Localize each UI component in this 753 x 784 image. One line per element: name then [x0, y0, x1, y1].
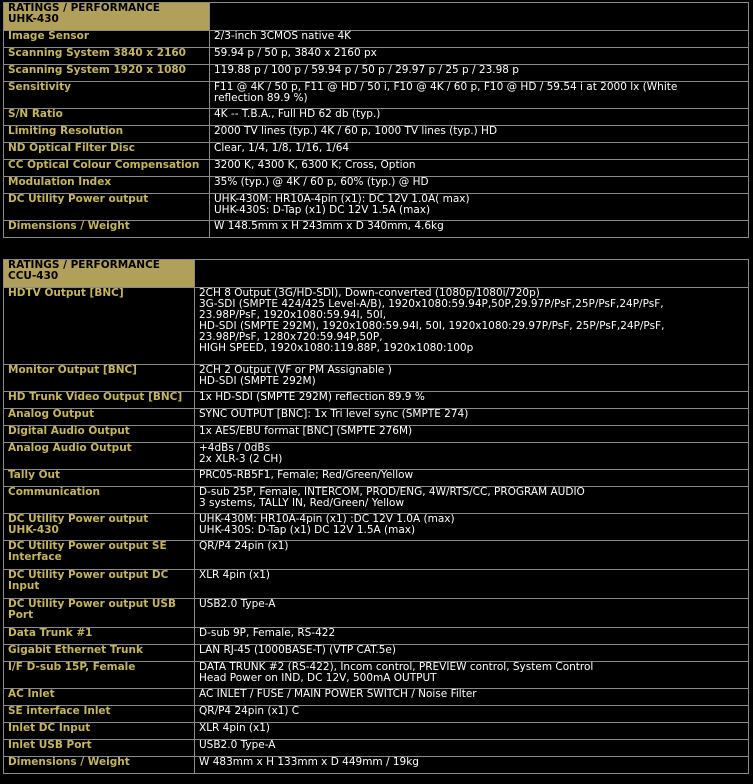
- table-row: [4, 470, 749, 487]
- table-row: [4, 392, 749, 409]
- spec-label-line: Scanning System 1920 x 1080: [8, 64, 186, 76]
- spec-label-line: Scanning System 3840 x 2160: [8, 47, 186, 59]
- header-line: UHK-430: [8, 13, 59, 25]
- table-row: [4, 514, 749, 541]
- spec-value: [195, 723, 749, 740]
- spec-value: [210, 48, 749, 65]
- spec-value: [210, 126, 749, 143]
- spec-value-line: 4K -- T.B.A., Full HD 62 db (typ.): [214, 108, 381, 120]
- spec-value: [210, 143, 749, 160]
- spec-value-line: 59.94 p / 50 p, 3840 x 2160 px: [214, 47, 377, 59]
- spec-value-line: QR/P4 24pin (x1) C: [199, 705, 300, 717]
- spec-label: [4, 645, 195, 662]
- spec-label-line: Modulation Index: [8, 176, 112, 188]
- spec-label-line: Dimensions / Weight: [8, 756, 130, 768]
- spec-label-line: Port: [8, 609, 34, 621]
- spec-label: [4, 126, 210, 143]
- spec-label-line: Digital Audio Output: [8, 425, 130, 437]
- spec-label-line: DC Utility Power output USB: [8, 598, 176, 610]
- spec-value-line: USB2.0 Type-A: [199, 598, 276, 610]
- spec-value: [195, 288, 749, 365]
- spec-label: [4, 706, 195, 723]
- spec-value: [195, 628, 749, 645]
- spec-label: [4, 443, 195, 470]
- spec-value-line: 2CH 2 Output (VF or PM Assignable ): [199, 364, 392, 376]
- spec-label-line: Inlet USB Port: [8, 739, 92, 751]
- spec-value-line: SYNC OUTPUT [BNC]: 1x Tri level sync (SMPTE 274): [199, 408, 469, 420]
- spec-label: [4, 177, 210, 194]
- spec-value-line: HIGH SPEED, 1920x1080:119.88P, 1920x1080:100p: [199, 342, 474, 354]
- spec-label-line: UHK-430: [8, 524, 59, 536]
- spec-label-line: DC Utility Power output: [8, 513, 149, 525]
- spec-value-line: 119.88 p / 100 p / 59.94 p / 50 p / 29.97 p / 25 p / 23.98 p: [214, 64, 519, 76]
- spec-value: [195, 570, 749, 599]
- spec-label: [4, 82, 210, 109]
- spec-label-line: Gigabit Ethernet Trunk: [8, 644, 143, 656]
- table-row: [4, 662, 749, 689]
- uhk-430-header-blank: [210, 3, 749, 31]
- spec-value-line: USB2.0 Type-A: [199, 739, 276, 751]
- table-row: [4, 757, 749, 774]
- spec-value: [195, 689, 749, 706]
- spec-label-line: Dimensions / Weight: [8, 220, 130, 232]
- spec-label: [4, 599, 195, 628]
- spec-value-line: UHK-430M: HR10A-4pin (x1): DC 12V 1.0A( max): [214, 193, 470, 205]
- spec-value-line: reflection 89.9 %): [214, 92, 308, 104]
- spec-value: [195, 487, 749, 514]
- spec-label-line: Input: [8, 580, 40, 592]
- spec-label: [4, 628, 195, 645]
- spec-label-line: Analog Audio Output: [8, 442, 132, 454]
- spec-label-line: ND Optical Filter Disc: [8, 142, 135, 154]
- ccu-430-header-row: [4, 260, 749, 288]
- spec-value-line: PRC05-RB5F1, Female; Red/Green/Yellow: [199, 469, 414, 481]
- table-row: [4, 645, 749, 662]
- uhk-430-spec-table: [3, 2, 749, 238]
- spec-value: [210, 65, 749, 82]
- spec-value: [195, 443, 749, 470]
- spec-value-line: 2/3-inch 3CMOS native 4K: [214, 30, 352, 42]
- spec-value: [195, 514, 749, 541]
- spec-value-line: F11 @ 4K / 50 p, F11 @ HD / 50 i, F10 @ 4K / 60 p, F10 @ HD / 59.54 i at 2000 lx (White: [214, 81, 678, 93]
- spec-value-line: 2CH 8 Output (3G/HD-SDI), Down-converted (1080p/1080i/720p): [199, 287, 540, 299]
- spec-value: [195, 740, 749, 757]
- spec-value: [195, 706, 749, 723]
- spec-value: [195, 426, 749, 443]
- spec-label-line: HDTV Output [BNC]: [8, 287, 124, 299]
- spec-value-line: W 148.5mm x H 243mm x D 340mm, 4.6kg: [214, 220, 444, 232]
- spec-label-line: AC Inlet: [8, 688, 55, 700]
- spec-label: [4, 409, 195, 426]
- spec-value-line: 1x HD-SDI (SMPTE 292M) reflection 89.9 %: [199, 391, 425, 403]
- spec-label: [4, 65, 210, 82]
- table-row: [4, 31, 749, 48]
- table-row: [4, 628, 749, 645]
- spec-label: [4, 48, 210, 65]
- ccu-430-header-blank: [195, 260, 749, 288]
- spec-label: [4, 514, 195, 541]
- table-row: [4, 689, 749, 706]
- spec-value-line: +4dBs / 0dBs: [199, 442, 271, 454]
- spec-value-line: 35% (typ.) @ 4K / 60 p, 60% (typ.) @ HD: [214, 176, 429, 188]
- table-row: [4, 288, 749, 365]
- spec-value: [195, 757, 749, 774]
- table-row: [4, 570, 749, 599]
- spec-value-line: 3 systems, TALLY IN, Red/Green/ Yellow: [199, 497, 405, 509]
- spec-label-line: I/F D-sub 15P, Female: [8, 661, 136, 673]
- header-line: CCU-430: [8, 270, 59, 282]
- spec-label: [4, 570, 195, 599]
- spec-label-line: Image Sensor: [8, 30, 90, 42]
- table-row: [4, 723, 749, 740]
- spec-label: [4, 757, 195, 774]
- spec-value: [210, 31, 749, 48]
- spec-label: [4, 109, 210, 126]
- spec-value-line: UHK-430S: D-Tap (x1) DC 12V 1.5A (max): [214, 204, 431, 216]
- table-row: [4, 143, 749, 160]
- table-row: [4, 409, 749, 426]
- spec-label-line: DC Utility Power output: [8, 193, 149, 205]
- table-row: [4, 541, 749, 570]
- spec-label: [4, 160, 210, 177]
- table-row: [4, 194, 749, 221]
- spec-label: [4, 194, 210, 221]
- spec-value-line: DATA TRUNK #2 (RS-422), Incom control, PREVIEW control, System Control: [199, 661, 594, 673]
- spec-label-line: DC Utility Power output SE: [8, 540, 167, 552]
- spec-label-line: S/N Ratio: [8, 108, 63, 120]
- header-line: RATINGS / PERFORMANCE: [8, 259, 160, 271]
- spec-label-line: Tally Out: [8, 469, 61, 481]
- table-row: [4, 221, 749, 238]
- spec-label: [4, 689, 195, 706]
- header-line: RATINGS / PERFORMANCE: [8, 2, 160, 14]
- spec-label-line: Communication: [8, 486, 100, 498]
- spec-value-line: QR/P4 24pin (x1): [199, 540, 289, 552]
- spec-value-line: 2x XLR-3 (2 CH): [199, 453, 283, 465]
- spec-label-line: Sensitivity: [8, 81, 71, 93]
- spec-label: [4, 221, 210, 238]
- spec-value-line: 3200 K, 4300 K, 6300 K; Cross, Option: [214, 159, 416, 171]
- ccu-430-spec-table: [3, 259, 749, 774]
- spec-value-line: W 483mm x H 133mm x D 449mm / 19kg: [199, 756, 419, 768]
- spec-value-line: 2000 TV lines (typ.) 4K / 60 p, 1000 TV lines (typ.) HD: [214, 125, 498, 137]
- spec-value-line: HD-SDI (SMPTE 292M), 1920x1080:59.94I, 50I, 1920x1080:29.97P/PsF, 25P/PsF,24P/PsF,: [199, 320, 665, 332]
- spec-label-line: HD Trunk Video Output [BNC]: [8, 391, 183, 403]
- spec-value-line: LAN RJ-45 (1000BASE-T) (VTP CAT.5e): [199, 644, 396, 656]
- spec-value-line: D-sub 25P, Female, INTERCOM, PROD/ENG, 4W/RTS/CC, PROGRAM AUDIO: [199, 486, 585, 498]
- spec-value-line: 1x AES/EBU format [BNC] (SMPTE 276M): [199, 425, 413, 437]
- spec-label-line: CC Optical Colour Compensation: [8, 159, 200, 171]
- spec-label: [4, 365, 195, 392]
- spec-value-line: UHK-430S: D-Tap (x1) DC 12V 1.5A (max): [199, 524, 416, 536]
- spec-value: [195, 409, 749, 426]
- spec-label-line: Limiting Resolution: [8, 125, 124, 137]
- spec-label-line: Analog Output: [8, 408, 95, 420]
- spec-value: [195, 541, 749, 570]
- spec-label: [4, 426, 195, 443]
- spec-label-line: Data Trunk #1: [8, 627, 93, 639]
- table-row: [4, 487, 749, 514]
- table-row: [4, 599, 749, 628]
- spec-value-line: XLR 4pin (x1): [199, 722, 271, 734]
- ccu-430-header: [4, 260, 195, 288]
- spec-value-line: UHK-430M: HR10A-4pin (x1) :DC 12V 1.0A (max): [199, 513, 455, 525]
- spec-label: [4, 723, 195, 740]
- spec-value-line: Head Power on IND, DC 12V, 500mA OUTPUT: [199, 672, 437, 684]
- table-row: [4, 82, 749, 109]
- spec-label: [4, 31, 210, 48]
- spec-value: [195, 599, 749, 628]
- spec-value-line: 3G-SDI (SMPTE 424/425 Level-A/B), 1920x1080:59.94P,50P,29.97P/PsF,25P/PsF,24P/PsF,: [199, 298, 664, 310]
- spec-label: [4, 392, 195, 409]
- spec-label: [4, 288, 195, 365]
- uhk-430-header: [4, 3, 210, 31]
- spec-value: [195, 470, 749, 487]
- table-row: [4, 177, 749, 194]
- spec-label-line: Inlet DC Input: [8, 722, 91, 734]
- spec-value: [210, 177, 749, 194]
- table-row: [4, 160, 749, 177]
- spec-value-line: AC INLET / FUSE / MAIN POWER SWITCH / Noise Filter: [199, 688, 477, 700]
- spec-value: [195, 645, 749, 662]
- table-row: [4, 126, 749, 143]
- spec-value-line: XLR 4pin (x1): [199, 569, 271, 581]
- table-row: [4, 65, 749, 82]
- spec-label-line: DC Utility Power output DC: [8, 569, 169, 581]
- spec-label-line: Interface: [8, 551, 62, 563]
- spec-value: [195, 365, 749, 392]
- table-row: [4, 426, 749, 443]
- table-row: [4, 109, 749, 126]
- spec-label-line: Monitor Output [BNC]: [8, 364, 137, 376]
- table-row: [4, 740, 749, 757]
- spec-value-line: Clear, 1/4, 1/8, 1/16, 1/64: [214, 142, 350, 154]
- spec-label: [4, 740, 195, 757]
- spec-value-line: D-sub 9P, Female, RS-422: [199, 627, 336, 639]
- spec-label-line: SE interface Inlet: [8, 705, 111, 717]
- spec-value-line: 23.98P/PsF, 1280x720:59.94P,50P,: [199, 331, 383, 343]
- spec-value: [210, 194, 749, 221]
- spec-label: [4, 541, 195, 570]
- table-row: [4, 48, 749, 65]
- spec-value: [210, 109, 749, 126]
- spec-value: [195, 392, 749, 409]
- spec-label: [4, 470, 195, 487]
- spec-label: [4, 487, 195, 514]
- spec-value: [210, 82, 749, 109]
- table-row: [4, 365, 749, 392]
- spec-label: [4, 662, 195, 689]
- spec-label: [4, 143, 210, 160]
- spec-value: [210, 160, 749, 177]
- spec-value: [210, 221, 749, 238]
- table-row: [4, 706, 749, 723]
- spec-value-line: 23.98P/PsF, 1920x1080:59.94I, 50I,: [199, 309, 387, 321]
- spec-value-line: HD-SDI (SMPTE 292M): [199, 375, 316, 387]
- table-row: [4, 443, 749, 470]
- uhk-430-header-row: [4, 3, 749, 31]
- spec-value: [195, 662, 749, 689]
